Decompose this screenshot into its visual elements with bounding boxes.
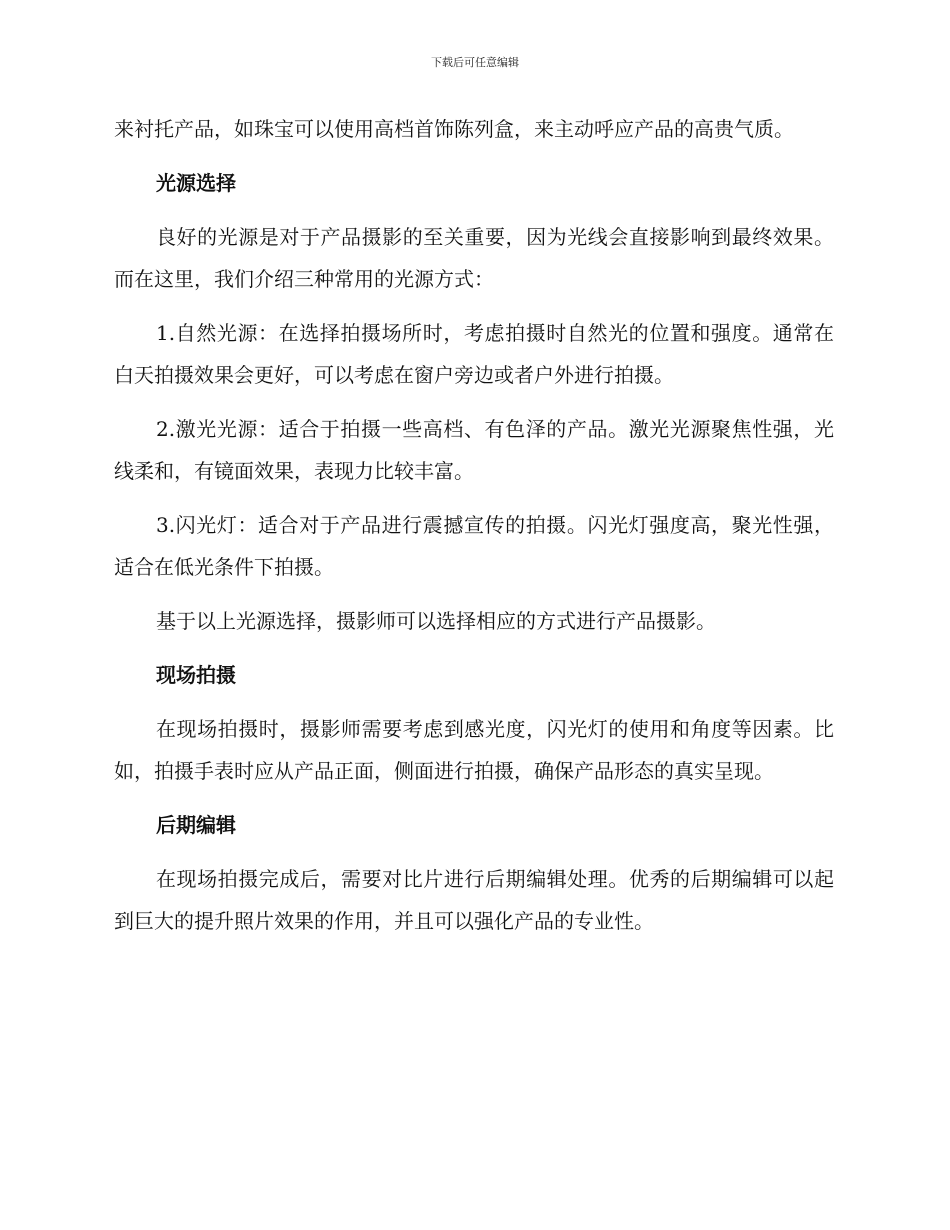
section-heading-light-source: 光源选择 bbox=[156, 171, 236, 195]
section-heading-post-editing: 后期编辑 bbox=[156, 813, 236, 837]
paragraph-flash: 3.闪光灯：适合对于产品进行震撼宣传的拍摄。闪光灯强度高，聚光性强，适合在低光条件下拍摄。 bbox=[114, 513, 834, 579]
paragraph-continuation: 来衬托产品，如珠宝可以使用高档首饰陈列盒，来主动呼应产品的高贵气质。 bbox=[114, 117, 794, 141]
paragraph-laser-light: 2.激光光源：适合于拍摄一些高档、有色泽的产品。激光光源聚焦性强，光线柔和，有镜面效果，表现力比较丰富。 bbox=[114, 417, 834, 483]
section-heading-onsite: 现场拍摄 bbox=[156, 663, 236, 687]
document-body bbox=[114, 108, 834, 954]
page-header: 下载后可任意编辑 bbox=[431, 56, 519, 69]
paragraph-onsite: 在现场拍摄时，摄影师需要考虑到感光度，闪光灯的使用和角度等因素。比如，拍摄手表时应从产品正面，侧面进行拍摄，确保产品形态的真实呈现。 bbox=[114, 717, 834, 783]
paragraph-natural-light: 1.自然光源：在选择拍摄场所时，考虑拍摄时自然光的位置和强度。通常在白天拍摄效果会更好，可以考虑在窗户旁边或者户外进行拍摄。 bbox=[114, 321, 834, 387]
paragraph-light-summary: 基于以上光源选择，摄影师可以选择相应的方式进行产品摄影。 bbox=[156, 609, 716, 633]
paragraph-post-editing: 在现场拍摄完成后，需要对比片进行后期编辑处理。优秀的后期编辑可以起到巨大的提升照片效果的作用，并且可以强化产品的专业性。 bbox=[114, 867, 834, 933]
paragraph-light-intro: 良好的光源是对于产品摄影的至关重要，因为光线会直接影响到最终效果。而在这里，我们介绍三种常用的光源方式： bbox=[114, 225, 834, 291]
